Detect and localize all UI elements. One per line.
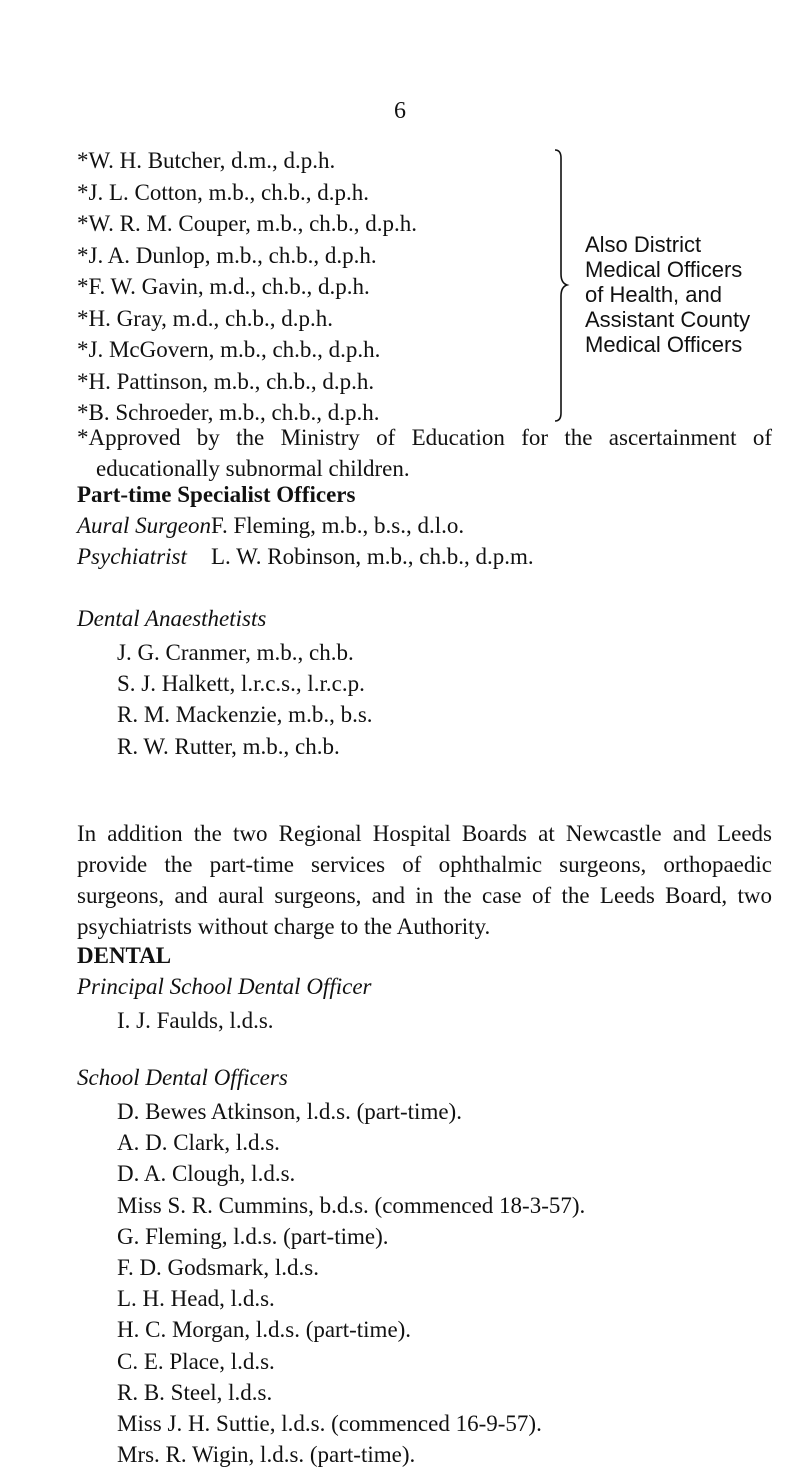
part-time-heading: Part-time Specialist Officers [77, 482, 356, 507]
psychiatrist-name: L. W. Robinson, m.b., ch.b., d.p.m. [211, 544, 534, 569]
brace-note-line: Also District [585, 232, 702, 257]
brace-note-line: Medical Officers [585, 332, 743, 357]
officer-entry: *W. R. M. Couper, m.b., ch.b., d.p.h. [77, 211, 418, 236]
dental-officer-entry: R. B. Steel, l.d.s. [117, 1379, 273, 1405]
officer-entry: *H. Gray, m.d., ch.b., d.p.h. [77, 305, 333, 331]
paragraph-line: surgeons, and aural surgeons, and in the case of the Leeds Board, two [77, 883, 772, 908]
brace-note [585, 232, 785, 357]
dental-officer-entry: D. A. Clough, l.d.s. [117, 1161, 296, 1187]
paragraph-line: psychiatrists without charge to the Authority. [77, 914, 491, 939]
psychiatrist-role: Psychiatrist [77, 544, 187, 569]
officer-entry: *J. L. Cotton, m.b., ch.b., d.p.h. [77, 179, 369, 205]
dental-officer-entry: L. H. Head, l.d.s. [117, 1286, 275, 1312]
dental-officer-entry: F. D. Godsmark, l.d.s. [117, 1255, 319, 1281]
brace-note-line: Medical Officers [585, 257, 743, 282]
paragraph-line: In addition the two Regional Hospital Boards at Newcastle and Leeds [77, 821, 772, 846]
dental-officer-entry: A. D. Clark, l.d.s. [117, 1130, 280, 1156]
school-dental-officer-list [117, 1096, 585, 1470]
dental-officer-entry: Miss S. R. Cummins, b.d.s. (commenced 18-3-57). [117, 1192, 586, 1218]
aural-surgeon-name: F. Fleming, m.b., b.s., d.l.o. [211, 513, 465, 538]
anaesthetist-entry: R. M. Mackenzie, m.b., b.s. [117, 702, 373, 728]
principal-dental-officer-heading: Principal School Dental Officer [77, 974, 372, 999]
dental-officer-entry: C. E. Place, l.d.s. [117, 1348, 275, 1374]
right-brace [553, 148, 573, 423]
principal-dental-officer-name: I. J. Faulds, l.d.s. [117, 1008, 274, 1033]
school-dental-officers-heading: School Dental Officers [77, 1065, 288, 1090]
aural-surgeon-row [77, 513, 464, 539]
hospital-boards-paragraph [77, 818, 772, 942]
psychiatrist-row [77, 544, 534, 570]
officer-list [77, 145, 547, 429]
officer-entry: *B. Schroeder, m.b., ch.b., d.p.h. [77, 400, 380, 425]
anaesthetist-entry: J. G. Cranmer, m.b., ch.b. [117, 640, 354, 665]
page-number: 6 [394, 98, 406, 124]
anaesthetist-entry: R. W. Rutter, m.b., ch.b. [117, 733, 340, 759]
dental-officer-entry: Mrs. R. Wigin, l.d.s. (part-time). [117, 1442, 416, 1468]
anaesthetist-list [117, 637, 373, 762]
officer-entry: *J. McGovern, m.b., ch.b., d.p.h. [77, 337, 381, 362]
footnote-line: *Approved by the Ministry of Education for the ascertainment of [77, 425, 772, 450]
dental-officer-entry: G. Fleming, l.d.s. (part-time). [117, 1223, 389, 1249]
aural-surgeon-role: Aural Surgeon [77, 513, 211, 538]
officer-entry: *F. W. Gavin, m.d., ch.b., d.p.h. [77, 274, 370, 299]
officer-entry: *J. A. Dunlop, m.b., ch.b., d.p.h. [77, 242, 377, 268]
dental-officer-entry: Miss J. H. Suttie, l.d.s. (commenced 16-9-57). [117, 1411, 542, 1437]
paragraph-line: provide the part-time services of ophthalmic surgeons, orthopaedic [77, 852, 772, 877]
dental-officer-entry: H. C. Morgan, l.d.s. (part-time). [117, 1317, 412, 1343]
footnote-line: educationally subnormal children. [96, 456, 410, 481]
dental-heading: DENTAL [77, 943, 172, 968]
approved-footnote [77, 422, 772, 484]
officer-entry: *H. Pattinson, m.b., ch.b., d.p.h. [77, 368, 375, 394]
dental-anaesthetists-heading: Dental Anaesthetists [77, 606, 267, 631]
brace-note-line: of Health, and [585, 282, 722, 307]
anaesthetist-entry: S. J. Halkett, l.r.c.s., l.r.c.p. [117, 671, 365, 697]
officer-entry: *W. H. Butcher, d.m., d.p.h. [77, 148, 336, 173]
dental-officer-entry: D. Bewes Atkinson, l.d.s. (part-time). [117, 1099, 462, 1124]
brace-note-line: Assistant County [585, 307, 751, 332]
